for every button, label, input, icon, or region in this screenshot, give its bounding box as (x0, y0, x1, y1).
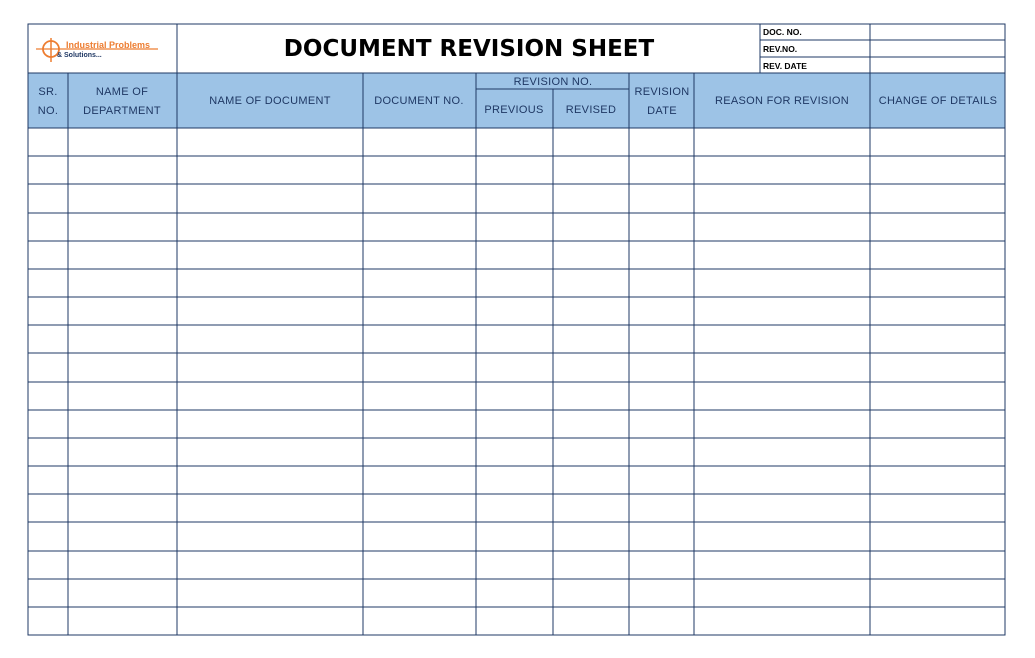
table-cell[interactable] (177, 438, 363, 466)
table-cell[interactable] (870, 494, 1005, 522)
table-cell[interactable] (553, 382, 629, 410)
table-cell[interactable] (694, 522, 870, 550)
table-cell[interactable] (28, 269, 68, 297)
table-cell[interactable] (177, 494, 363, 522)
rev-date-label: REV. DATE (763, 61, 807, 71)
table-cell[interactable] (694, 269, 870, 297)
table-cell[interactable] (28, 353, 68, 381)
table-cell[interactable] (629, 325, 694, 353)
table-cell[interactable] (363, 551, 476, 579)
table-row (28, 551, 1005, 579)
table-cell[interactable] (177, 410, 363, 438)
table-cell[interactable] (177, 156, 363, 184)
table-cell[interactable] (870, 551, 1005, 579)
table-cell[interactable] (177, 269, 363, 297)
table-cell[interactable] (28, 156, 68, 184)
table-cell[interactable] (28, 241, 68, 269)
table-row (28, 410, 1005, 438)
header-revision-date-line2: DATE (647, 105, 677, 117)
table-cell[interactable] (694, 607, 870, 635)
table-cell[interactable] (363, 297, 476, 325)
table-cell[interactable] (870, 607, 1005, 635)
table-row (28, 466, 1005, 494)
table-row (28, 325, 1005, 353)
header-document-name: NAME OF DOCUMENT (209, 95, 331, 107)
table-cell[interactable] (28, 579, 68, 607)
table-cell[interactable] (177, 297, 363, 325)
table-cell[interactable] (629, 353, 694, 381)
table-cell[interactable] (870, 579, 1005, 607)
table-cell[interactable] (694, 184, 870, 212)
table-cell[interactable] (476, 551, 553, 579)
table-cell[interactable] (68, 184, 177, 212)
table-cell[interactable] (694, 213, 870, 241)
table-cell[interactable] (694, 325, 870, 353)
table-cell[interactable] (870, 438, 1005, 466)
table-cell[interactable] (363, 325, 476, 353)
table-cell[interactable] (553, 297, 629, 325)
table-cell[interactable] (363, 269, 476, 297)
page-title: DOCUMENT REVISION SHEET (283, 36, 655, 62)
table-cell[interactable] (28, 522, 68, 550)
table-row (28, 353, 1005, 382)
table-cell[interactable] (870, 241, 1005, 269)
table-cell[interactable] (629, 128, 694, 156)
table-cell[interactable] (68, 551, 177, 579)
table-cell[interactable] (476, 184, 553, 212)
table-row (28, 297, 1005, 325)
table-cell[interactable] (629, 494, 694, 522)
table-cell[interactable] (177, 241, 363, 269)
table-cell[interactable] (870, 382, 1005, 410)
table-row (28, 382, 1005, 410)
table-cell[interactable] (177, 184, 363, 212)
table-cell[interactable] (363, 184, 476, 212)
table-cell[interactable] (28, 382, 68, 410)
table-cell[interactable] (476, 241, 553, 269)
table-cell[interactable] (553, 551, 629, 579)
table-cell[interactable] (870, 269, 1005, 297)
table-row (28, 184, 1005, 213)
table-cell[interactable] (553, 353, 629, 381)
table-cell[interactable] (870, 410, 1005, 438)
table-cell[interactable] (476, 269, 553, 297)
table-cell[interactable] (629, 184, 694, 212)
table-cell[interactable] (28, 607, 68, 635)
table-cell[interactable] (629, 241, 694, 269)
table-cell[interactable] (363, 438, 476, 466)
table-cell[interactable] (476, 466, 553, 494)
table-row (28, 522, 1005, 551)
table-cell[interactable] (68, 579, 177, 607)
table-cell[interactable] (629, 438, 694, 466)
table-cell[interactable] (553, 522, 629, 550)
table-cell[interactable] (629, 607, 694, 635)
table-cell[interactable] (694, 241, 870, 269)
table-row (28, 607, 1005, 635)
table-cell[interactable] (870, 325, 1005, 353)
table-cell[interactable] (476, 325, 553, 353)
table-cell[interactable] (694, 382, 870, 410)
table-cell[interactable] (363, 156, 476, 184)
table-cell[interactable] (28, 410, 68, 438)
table-cell[interactable] (177, 128, 363, 156)
logo-line-2: & Solutions... (57, 52, 102, 59)
table-cell[interactable] (363, 522, 476, 550)
table-cell[interactable] (553, 241, 629, 269)
table-row (28, 494, 1005, 522)
table-cell[interactable] (177, 325, 363, 353)
table-cell[interactable] (363, 607, 476, 635)
table-cell[interactable] (28, 438, 68, 466)
table-cell[interactable] (476, 382, 553, 410)
table-cell[interactable] (68, 466, 177, 494)
table-cell[interactable] (476, 353, 553, 381)
table-row (28, 438, 1005, 466)
table-cell[interactable] (870, 353, 1005, 381)
table-cell[interactable] (870, 156, 1005, 184)
table-cell[interactable] (177, 382, 363, 410)
table-cell[interactable] (694, 438, 870, 466)
header-reason: REASON FOR REVISION (714, 95, 850, 107)
table-cell[interactable] (363, 494, 476, 522)
table-cell[interactable] (68, 213, 177, 241)
table-cell[interactable] (476, 522, 553, 550)
table-cell[interactable] (28, 551, 68, 579)
table-cell[interactable] (177, 213, 363, 241)
table-cell[interactable] (694, 579, 870, 607)
table-cell[interactable] (553, 607, 629, 635)
table-cell[interactable] (553, 410, 629, 438)
header-department-line2: DEPARTMENT (83, 105, 161, 117)
table-cell[interactable] (363, 213, 476, 241)
table-cell[interactable] (629, 213, 694, 241)
header-sr-no-line2: NO. (37, 105, 59, 117)
table-cell[interactable] (476, 494, 553, 522)
table-cell[interactable] (28, 128, 68, 156)
table-cell[interactable] (553, 128, 629, 156)
table-cell[interactable] (870, 466, 1005, 494)
table-cell[interactable] (553, 269, 629, 297)
table-cell[interactable] (553, 466, 629, 494)
table-cell[interactable] (629, 522, 694, 550)
table-cell[interactable] (68, 607, 177, 635)
table-cell[interactable] (694, 128, 870, 156)
table-cell[interactable] (28, 325, 68, 353)
table-cell[interactable] (870, 184, 1005, 212)
table-row (28, 128, 1005, 156)
header-sr-no-line1: SR. (38, 86, 58, 98)
table-cell[interactable] (870, 297, 1005, 325)
table-cell[interactable] (553, 184, 629, 212)
header-department-line1: NAME OF (95, 86, 149, 98)
table-cell[interactable] (629, 466, 694, 494)
table-row (28, 156, 1005, 184)
table-cell[interactable] (68, 297, 177, 325)
table-cell[interactable] (629, 156, 694, 184)
table-cell[interactable] (476, 128, 553, 156)
table-cell[interactable] (694, 297, 870, 325)
table-cell[interactable] (553, 438, 629, 466)
table-cell[interactable] (177, 551, 363, 579)
table-cell[interactable] (870, 522, 1005, 550)
table-row (28, 579, 1005, 607)
table-cell[interactable] (363, 128, 476, 156)
table-cell[interactable] (694, 551, 870, 579)
table-cell[interactable] (629, 551, 694, 579)
table-cell[interactable] (629, 410, 694, 438)
table-cell[interactable] (476, 297, 553, 325)
table-cell[interactable] (68, 156, 177, 184)
table-cell[interactable] (177, 607, 363, 635)
company-logo (36, 38, 158, 62)
table-cell[interactable] (694, 494, 870, 522)
header-change-details: CHANGE OF DETAILS (878, 95, 998, 107)
table-cell[interactable] (553, 213, 629, 241)
table-cell[interactable] (68, 382, 177, 410)
table-cell[interactable] (28, 184, 68, 212)
doc-no-label: DOC. NO. (763, 27, 802, 37)
table-cell[interactable] (363, 579, 476, 607)
table-cell[interactable] (870, 128, 1005, 156)
table-cell[interactable] (476, 607, 553, 635)
table-cell[interactable] (177, 522, 363, 550)
table-cell[interactable] (28, 494, 68, 522)
table-cell[interactable] (68, 269, 177, 297)
header-revised: REVISED (565, 104, 617, 116)
table-row (28, 269, 1005, 297)
table-cell[interactable] (553, 579, 629, 607)
table-cell[interactable] (177, 466, 363, 494)
table-cell[interactable] (68, 325, 177, 353)
header-previous: PREVIOUS (484, 104, 544, 116)
table-cell[interactable] (629, 269, 694, 297)
table-cell[interactable] (629, 382, 694, 410)
table-cell[interactable] (68, 353, 177, 381)
table-cell[interactable] (363, 241, 476, 269)
header-revision-date-line1: REVISION (634, 86, 690, 98)
table-row (28, 241, 1005, 269)
table-cell[interactable] (553, 156, 629, 184)
table-cell[interactable] (694, 156, 870, 184)
table-cell[interactable] (68, 241, 177, 269)
table-cell[interactable] (476, 579, 553, 607)
table-cell[interactable] (68, 494, 177, 522)
table-cell[interactable] (363, 353, 476, 381)
table-cell[interactable] (629, 579, 694, 607)
table-cell[interactable] (476, 438, 553, 466)
table-cell[interactable] (694, 410, 870, 438)
table-cell[interactable] (363, 410, 476, 438)
table-row (28, 213, 1005, 241)
logo-line-1: Industrial Problems (66, 40, 151, 50)
table-cell[interactable] (476, 410, 553, 438)
table-cell[interactable] (553, 494, 629, 522)
rev-no-label: REV.NO. (763, 44, 798, 54)
table-cell[interactable] (28, 466, 68, 494)
table-cell[interactable] (694, 353, 870, 381)
table-cell[interactable] (28, 213, 68, 241)
table-cell[interactable] (870, 213, 1005, 241)
table-cell[interactable] (363, 382, 476, 410)
table-cell[interactable] (476, 156, 553, 184)
table-cell[interactable] (68, 438, 177, 466)
table-cell[interactable] (68, 410, 177, 438)
table-body (28, 73, 1005, 635)
table-cell[interactable] (629, 297, 694, 325)
table-cell[interactable] (68, 128, 177, 156)
table-cell[interactable] (68, 522, 177, 550)
table-cell[interactable] (553, 325, 629, 353)
table-cell[interactable] (177, 353, 363, 381)
table-cell[interactable] (28, 297, 68, 325)
table-cell[interactable] (476, 213, 553, 241)
header-revision-no: REVISION NO. (513, 76, 593, 88)
header-document-no: DOCUMENT NO. (374, 95, 464, 107)
table-cell[interactable] (363, 466, 476, 494)
table-cell[interactable] (177, 579, 363, 607)
table-cell[interactable] (694, 466, 870, 494)
